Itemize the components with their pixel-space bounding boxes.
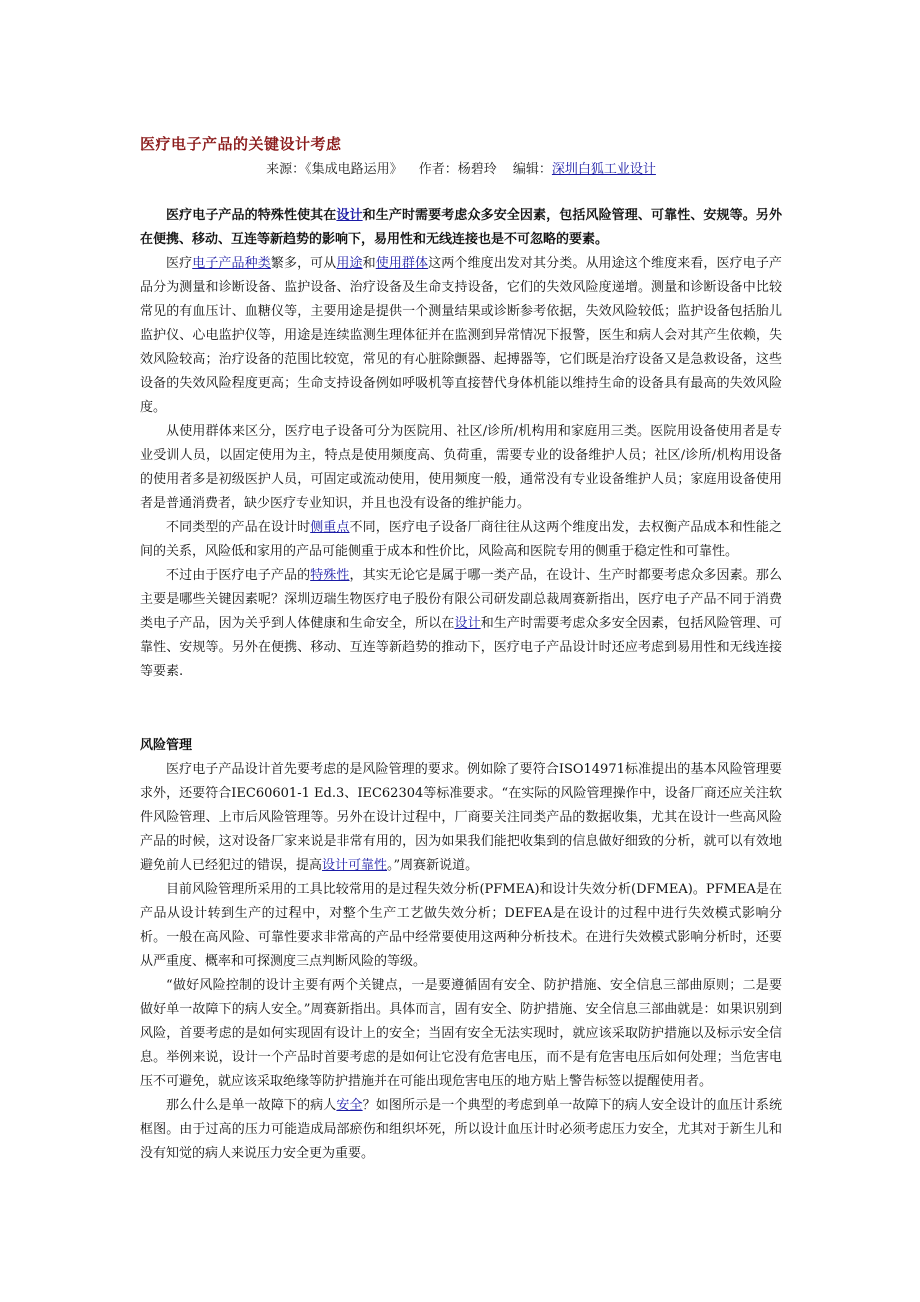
paragraph-key-factors: 不过由于医疗电子产品的特殊性，其实无论它是属于哪一类产品，在设计、生产时都要考虑众多因素。那么主要是哪些关键因素呢？深圳迈瑞生物医疗电子股份有限公司研发副总裁周赛新指出，医疗电子产品不同于消费类电子产品，因为关乎到人体健康和生命安全，所以在设计和生产时需要考虑众多安全因素，包括风险管理、可靠性、安规等。另外在便携、移动、互连等新趋势的推动下，医疗电子产品设计时还应考虑到易用性和无线连接等要素. [140,568,782,679]
focus-link[interactable]: 侧重点 [310,520,350,535]
paragraph-categories: 医疗电子产品种类繁多，可从用途和使用群体这两个维度出发对其分类。从用途这个维度来看，医疗电子产品分为测量和诊断设备、监护设备、治疗设备及生命支持设备，它们的失效风险度递增。测量和诊断设备中比较常见的有血压计、血糖仪等，主要用途是提供一个测量结果或诊断参考依据，失效风险较低；监护设备包括胎儿监护仪、心电监护仪等，用途是连续监测生理体征并在监测到异常情况下报警，医生和病人会对其产生依赖，失效风险较高；治疗设备的范围比较宽，常见的有心脏除颤器、起搏器等，它们既是治疗设备又是急救设备，这些设备的失效风险程度更高；生命支持设备例如呼吸机等直接替代身体机能以维持生命的设备具有最高的失效风险度。 [140,256,782,415]
article-meta [140,158,782,177]
usage-link[interactable]: 用途 [336,256,363,271]
page-title: 医疗电子产品的关键设计考虑 [140,135,342,153]
paragraph-single-fault: 那么什么是单一故障下的病人安全？如图所示是一个典型的考虑到单一故障下的病人安全设计的血压计系统框图。由于过高的压力可能造成局部瘀伤和组织坏死，所以设计血压计时必须考虑压力安全，尤其对于新生儿和没有知觉的病人来说压力安全更为重要。 [140,1098,782,1161]
paragraph-risk-requirements: 医疗电子产品设计首先要考虑的是风险管理的要求。例如除了要符合ISO14971标准提出的基本风险管理要求外，还要符合IEC60601-1 Ed.3、IEC62304等标准要求。“在实际的风险管理操作中，设备厂商还应关注软件风险管理、上市后风险管理等。另外在设计过程中，厂商要关注同类产品的数据收集，尤其在设计一些高风险产品的时候，这对设备厂家来说是非常有用的，因为如果我们能把收集到的信息做好细致的分析，就可以有效地避免前人已经犯过的错误，提高设计可靠性。”周赛新说道。 [140,762,782,873]
paragraph-fmea: 目前风险管理所采用的工具比较常用的是过程失效分析(PFMEA)和设计失效分析(DFMEA)。PFMEA是在产品从设计转到生产的过程中，对整个生产工艺做失效分析；DEFEA是在设计的过程中进行失效模式影响分析。一般在高风险、可靠性要求非常高的产品中经常要使用这两种分析技术。在进行失效模式影响分析时，还要从严重度、概率和可探测度三点判断风险的等级。 [140,882,782,969]
editor-label: 编辑：深圳白狐工业设计 [512,162,656,177]
editor-link[interactable]: 深圳白狐工业设计 [551,162,656,177]
paragraph-focus: 不同类型的产品在设计时侧重点不同，医疗电子设备厂商往往从这两个维度出发，去权衡产品成本和性能之间的关系，风险低和家用的产品可能侧重于成本和性价比，风险高和医院专用的侧重于稳定性和可靠性。 [140,520,782,559]
intro-body [140,204,782,684]
source-label: 来源：《集成电路运用》 [266,162,403,177]
user-group-link[interactable]: 使用群体 [375,256,429,271]
risk-body [140,758,782,1166]
section-heading: 风险管理 [140,738,193,753]
reliability-link[interactable]: 设计可靠性 [322,858,388,873]
author-label: 作者：杨碧玲 [418,162,497,177]
particularity-link[interactable]: 特殊性 [310,568,350,583]
paragraph-risk-control: “做好风险控制的设计主要有两个关键点，一是要遵循固有安全、防护措施、安全信息三部曲原则；二是要做好单一故障下的病人安全。”周赛新指出。具体而言，固有安全、防护措施、安全信息三部曲就是：如果识别到风险，首要考虑的是如何实现固有设计上的安全；当固有安全无法实现时，就应该采取防护措施以及标示安全信息。举例来说，设计一个产品时首要考虑的是如何让它没有危害电压，而不是有危害电压后如何处理；当危害电压不可避免，就应该采取绝缘等防护措施并在可能出现危害电压的地方贴上警告标签以提醒使用者。 [140,978,782,1089]
design-link[interactable]: 设计 [336,208,363,223]
product-types-link[interactable]: 电子产品种类 [192,256,271,271]
design-link-2[interactable]: 设计 [454,616,481,631]
lead-paragraph: 医疗电子产品的特殊性使其在设计和生产时需要考虑众多安全因素，包括风险管理、可靠性、安规等。另外在便携、移动、互连等新趋势的影响下，易用性和无线连接也是不可忽略的要素。 [140,208,782,247]
paragraph-user-groups: 从使用群体来区分，医疗电子设备可分为医院用、社区/诊所/机构用和家庭用三类。医院用设备使用者是专业受训人员，以固定使用为主，特点是使用频度高、负荷重，需要专业的设备维护人员；社区/诊所/机构用设备的使用者多是初级医护人员，可固定或流动使用，使用频度一般，通常没有专业设备维护人员；家庭用设备使用者是普通消费者，缺少医疗专业知识，并且也没有设备的维护能力。 [140,424,782,511]
safety-link[interactable]: 安全 [336,1098,363,1113]
